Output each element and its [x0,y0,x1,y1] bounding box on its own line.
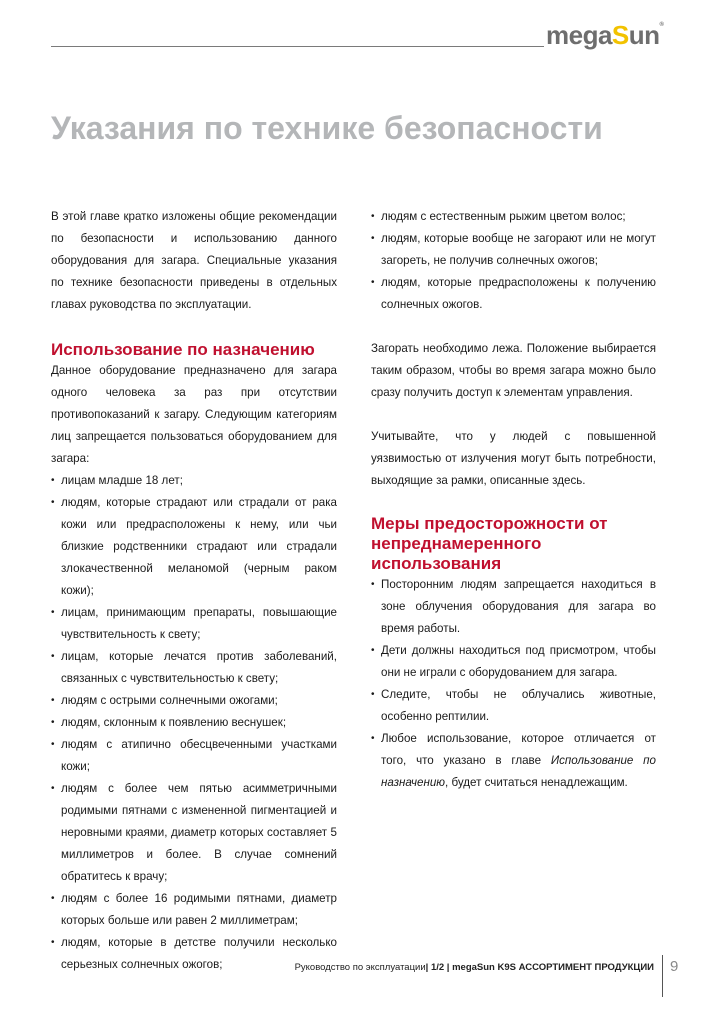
list-item: • людям, склонным к появлению веснушек; [51,712,337,734]
list-item: • людям с естественным рыжим цветом волос; [371,206,656,228]
contraindication-list-continued [371,206,656,316]
megasun-logo [546,20,663,51]
footer-manual-label: Руководство по эксплуатации [294,962,426,973]
footer-text [295,962,654,973]
list-item: • людям с атипично обесцвеченными участками кожи; [51,734,337,778]
header-rule [51,46,544,47]
list-item-text: , будет считаться ненадлежащим. [445,776,628,789]
intended-use-paragraph: Данное оборудование предназначено для загара одного человека за раз при отсутствии противопоказаний к загару. Следующим категориям лиц запрещается пользоваться оборудованием для загара: [51,364,337,465]
contraindication-list [51,470,337,976]
list-item: • лицам младше 18 лет; [51,470,337,492]
list-item: • людям, которые вообще не загорают или не могут загореть, не получив солнечных ожогов; [371,228,656,272]
list-item: • лицам, которые лечатся против заболеваний, связанных с чувствительностью к свету; [51,646,337,690]
list-item: • Посторонним людям запрещается находиться в зоне облучения оборудования для загара во время работы. [371,574,656,640]
list-item: • людям с более 16 родимыми пятнами, диаметр которых больше или равен 2 миллиметрам; [51,888,337,932]
list-item: • людям, которые страдают или страдали от рака кожи или предрасположены к нему, или чьи близкие родственники страдают или страдали злокачественной меланомой (черным раком кожи); [51,492,337,602]
list-item: • людям, которые в детстве получили несколько серьезных солнечных ожогов; [51,932,337,976]
list-item [371,728,656,794]
list-item: • лицам, принимающим препараты, повышающие чувствительность к свету; [51,602,337,646]
page-number: 9 [670,958,679,975]
intro-paragraph: В этой главе кратко изложены общие рекомендации по безопасности и использованию данного оборудования для загара. Специальные указания по технике безопасности приведены в отдельных главах руководства по эксплуатации. [51,210,337,311]
list-item: • Дети должны находиться под присмотром, чтобы они не играли с оборудованием для загара. [371,640,656,684]
logo-text-mega: mega [546,20,612,50]
page-title: Указания по технике безопасности [51,110,603,146]
footer-divider [662,955,663,997]
logo-s-sun-icon: S [611,20,629,50]
left-column [51,206,337,976]
registered-mark: ® [659,22,664,28]
list-item: • людям с более чем пятью асимметричными родимыми пятнами с измененной пигментацией и неровными краями, диаметр которых составляет 5 миллиметров и более. В случае сомнений обратитесь к врачу; [51,778,337,888]
footer-product-label: | 1/2 | megaSun K9S АССОРТИМЕНТ ПРОДУКЦИИ [425,962,654,973]
logo-text-un: un [628,20,660,50]
cross-reference-intended-use: Использование по назначению [381,754,656,789]
precautions-list [371,574,656,794]
right-column [371,206,656,794]
list-item: • Следите, чтобы не облучались животные, особенно рептилии. [371,684,656,728]
lying-position-paragraph: Загорать необходимо лежа. Положение выбирается таким образом, чтобы во время загара можно было сразу получить доступ к элементам управления. [371,342,656,399]
list-item-text: Любое использование, которое отличается от того, что указано в главе [381,732,656,767]
vulnerability-paragraph: Учитывайте, что у людей с повышенной уязвимостью от излучения могут быть потребности, выходящие за рамки, описанные здесь. [371,430,656,487]
list-item: • людям, которые предрасположены к получению солнечных ожогов. [371,272,656,316]
section-heading-precautions: Меры предосторожности от непреднамеренного использования [371,514,608,573]
section-heading-intended-use: Использование по назначению [51,340,315,359]
list-item: • людям с острыми солнечными ожогами; [51,690,337,712]
